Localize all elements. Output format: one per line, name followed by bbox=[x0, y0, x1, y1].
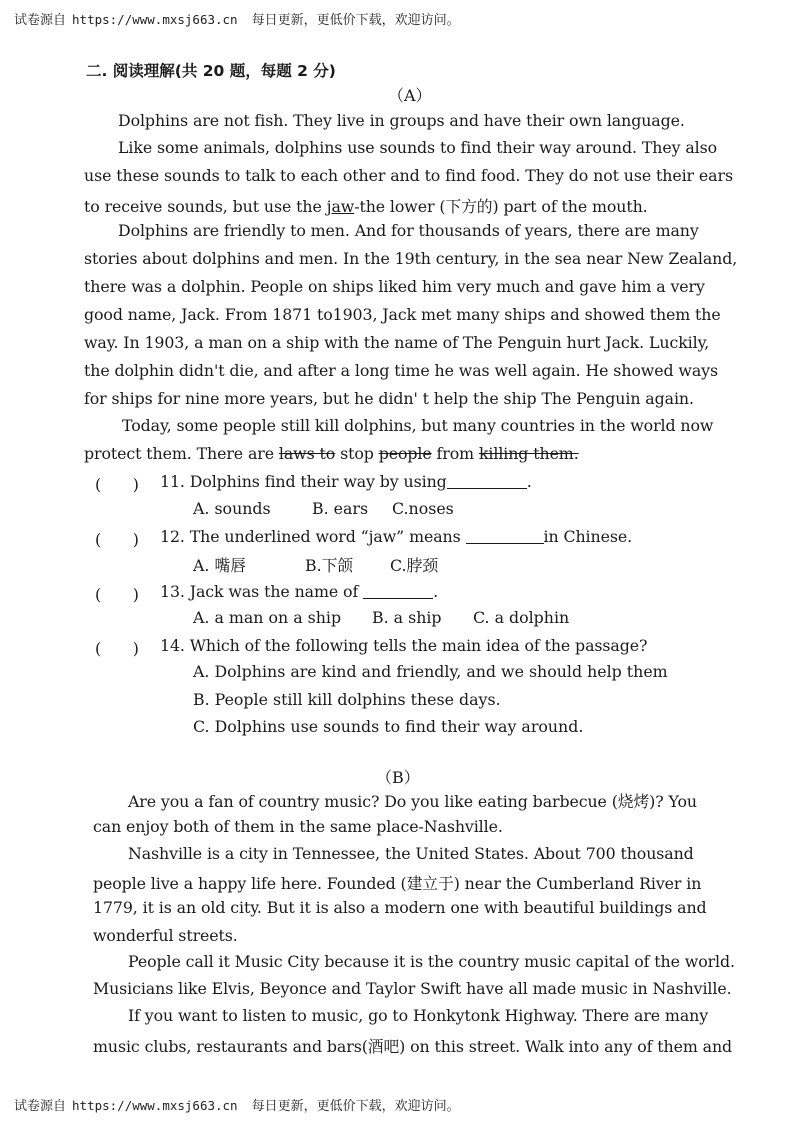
answer-bracket-13[interactable]: ( ) bbox=[95, 585, 139, 604]
option-14-a: A. Dolphins are kind and friendly, and we should help them bbox=[193, 662, 668, 681]
passage-a-label: （A） bbox=[388, 86, 432, 105]
passage-a-p3-line-1: Dolphins are friendly to men. And for thousands of years, there are many bbox=[118, 221, 699, 240]
question-14-stem bbox=[160, 636, 647, 655]
passage-b-p4-line-2: music clubs, restaurants and bars(酒吧) on this street. Walk into any of them and bbox=[93, 1037, 733, 1056]
passage-b-p2-line-1: Nashville is a city in Tennessee, the United States. About 700 thousand bbox=[128, 844, 694, 863]
text: -the lower (下方的) part of the mouth. bbox=[354, 197, 648, 216]
text: stop bbox=[335, 444, 379, 463]
passage-b-p3-line-2: Musicians like Elvis, Beyonce and Taylor Swift have all made music in Nashville. bbox=[93, 979, 732, 998]
option-11-a: A. sounds bbox=[193, 499, 271, 518]
passage-a-p4-line-2 bbox=[84, 444, 579, 463]
passage-a-p2-line-1: Like some animals, dolphins use sounds to find their way around. They also bbox=[118, 138, 718, 157]
passage-a-p3-line-7: for ships for nine more years, but he didn' t help the ship The Penguin again. bbox=[84, 389, 694, 408]
struck-text: laws to bbox=[278, 444, 336, 463]
option-13-b: B. a ship bbox=[372, 608, 442, 627]
text: from bbox=[431, 444, 479, 463]
banner-note: 每日更新，更低价下载，欢迎访问。 bbox=[251, 13, 460, 28]
passage-b-p4-line-1: If you want to listen to music, go to Honkytonk Highway. There are many bbox=[128, 1006, 709, 1025]
answer-bracket-14[interactable]: ( ) bbox=[95, 639, 139, 658]
passage-b-p1-line-1: Are you a fan of country music? Do you like eating barbecue (烧烤)? You bbox=[128, 792, 697, 811]
option-14-b: B. People still kill dolphins these days. bbox=[193, 690, 501, 709]
banner-url-link[interactable]: https://www.mxsj663.cn bbox=[72, 1098, 238, 1113]
passage-b-p2-line-2: people live a happy life here. Founded (建立于) near the Cumberland River in bbox=[93, 874, 702, 893]
question-13-stem bbox=[160, 582, 438, 601]
banner-source: 试卷源自 bbox=[14, 13, 67, 28]
banner-url-link[interactable]: https://www.mxsj663.cn bbox=[72, 12, 238, 27]
section-heading: 二. 阅读理解(共 20 题，每题 2 分) bbox=[86, 62, 336, 80]
passage-a-p3-line-4: good name, Jack. From 1871 to1903, Jack met many ships and showed them the bbox=[84, 305, 721, 324]
passage-a-paragraph-1: Dolphins are not fish. They live in groups and have their own language. bbox=[118, 111, 685, 130]
option-12-c: C.脖颈 bbox=[390, 556, 439, 575]
option-12-b: B.下颌 bbox=[305, 556, 354, 575]
passage-b-label: （B） bbox=[376, 768, 420, 787]
option-11-b: B. ears bbox=[312, 499, 369, 518]
answer-blank[interactable] bbox=[447, 472, 527, 489]
text: protect them. There are bbox=[84, 444, 279, 463]
passage-b-p2-line-3: 1779, it is an old city. But it is also a modern one with beautiful buildings and bbox=[93, 898, 707, 917]
passage-a-p3-line-6: the dolphin didn't die, and after a long time he was well again. He showed ways bbox=[84, 361, 718, 380]
text: . bbox=[433, 582, 439, 601]
option-12-a: A. 嘴唇 bbox=[193, 556, 247, 575]
bottom-banner bbox=[14, 1095, 460, 1114]
underlined-word-jaw: jaw bbox=[326, 197, 355, 216]
passage-a-p2-line-3 bbox=[84, 194, 648, 217]
option-11-c: C.noses bbox=[392, 499, 454, 518]
option-13-a: A. a man on a ship bbox=[193, 608, 342, 627]
question-11-stem bbox=[160, 472, 532, 491]
text: . bbox=[526, 472, 532, 491]
text: 12. The underlined word “jaw” means bbox=[160, 527, 466, 546]
struck-text: people bbox=[378, 444, 432, 463]
text: 11. Dolphins find their way by using bbox=[160, 472, 447, 491]
struck-text: killing them. bbox=[478, 444, 579, 463]
passage-b-p2-line-4: wonderful streets. bbox=[93, 926, 238, 945]
banner-source: 试卷源自 bbox=[14, 1099, 67, 1114]
text: to receive sounds, but use the bbox=[84, 197, 327, 216]
passage-a-p3-line-5: way. In 1903, a man on a ship with the name of The Penguin hurt Jack. Luckily, bbox=[84, 333, 710, 352]
option-14-c: C. Dolphins use sounds to find their way around. bbox=[193, 717, 584, 736]
banner-note: 每日更新，更低价下载，欢迎访问。 bbox=[251, 1099, 460, 1114]
text: 13. Jack was the name of bbox=[160, 582, 364, 601]
answer-bracket-12[interactable]: ( ) bbox=[95, 530, 139, 549]
passage-a-p2-line-2: use these sounds to talk to each other and to find food. They do not use their ears bbox=[84, 166, 733, 185]
passage-b-p3-line-1: People call it Music City because it is the country music capital of the world. bbox=[128, 952, 735, 971]
passage-b-p1-line-2: can enjoy both of them in the same place-Nashville. bbox=[93, 817, 503, 836]
answer-bracket-11[interactable]: ( ) bbox=[95, 475, 139, 494]
passage-a-p3-line-2: stories about dolphins and men. In the 19th century, in the sea near New Zealand, bbox=[84, 249, 738, 268]
passage-a-p3-line-3: there was a dolphin. People on ships liked him very much and gave him a very bbox=[84, 277, 705, 296]
top-banner bbox=[14, 9, 460, 28]
option-13-c: C. a dolphin bbox=[473, 608, 570, 627]
passage-a-p4-line-1: Today, some people still kill dolphins, but many countries in the world now bbox=[122, 416, 714, 435]
question-12-stem bbox=[160, 527, 632, 546]
text: 14. Which of the following tells the main idea of the passage? bbox=[160, 636, 648, 655]
answer-blank[interactable] bbox=[363, 582, 433, 599]
text: in Chinese. bbox=[543, 527, 632, 546]
answer-blank[interactable] bbox=[466, 527, 544, 544]
